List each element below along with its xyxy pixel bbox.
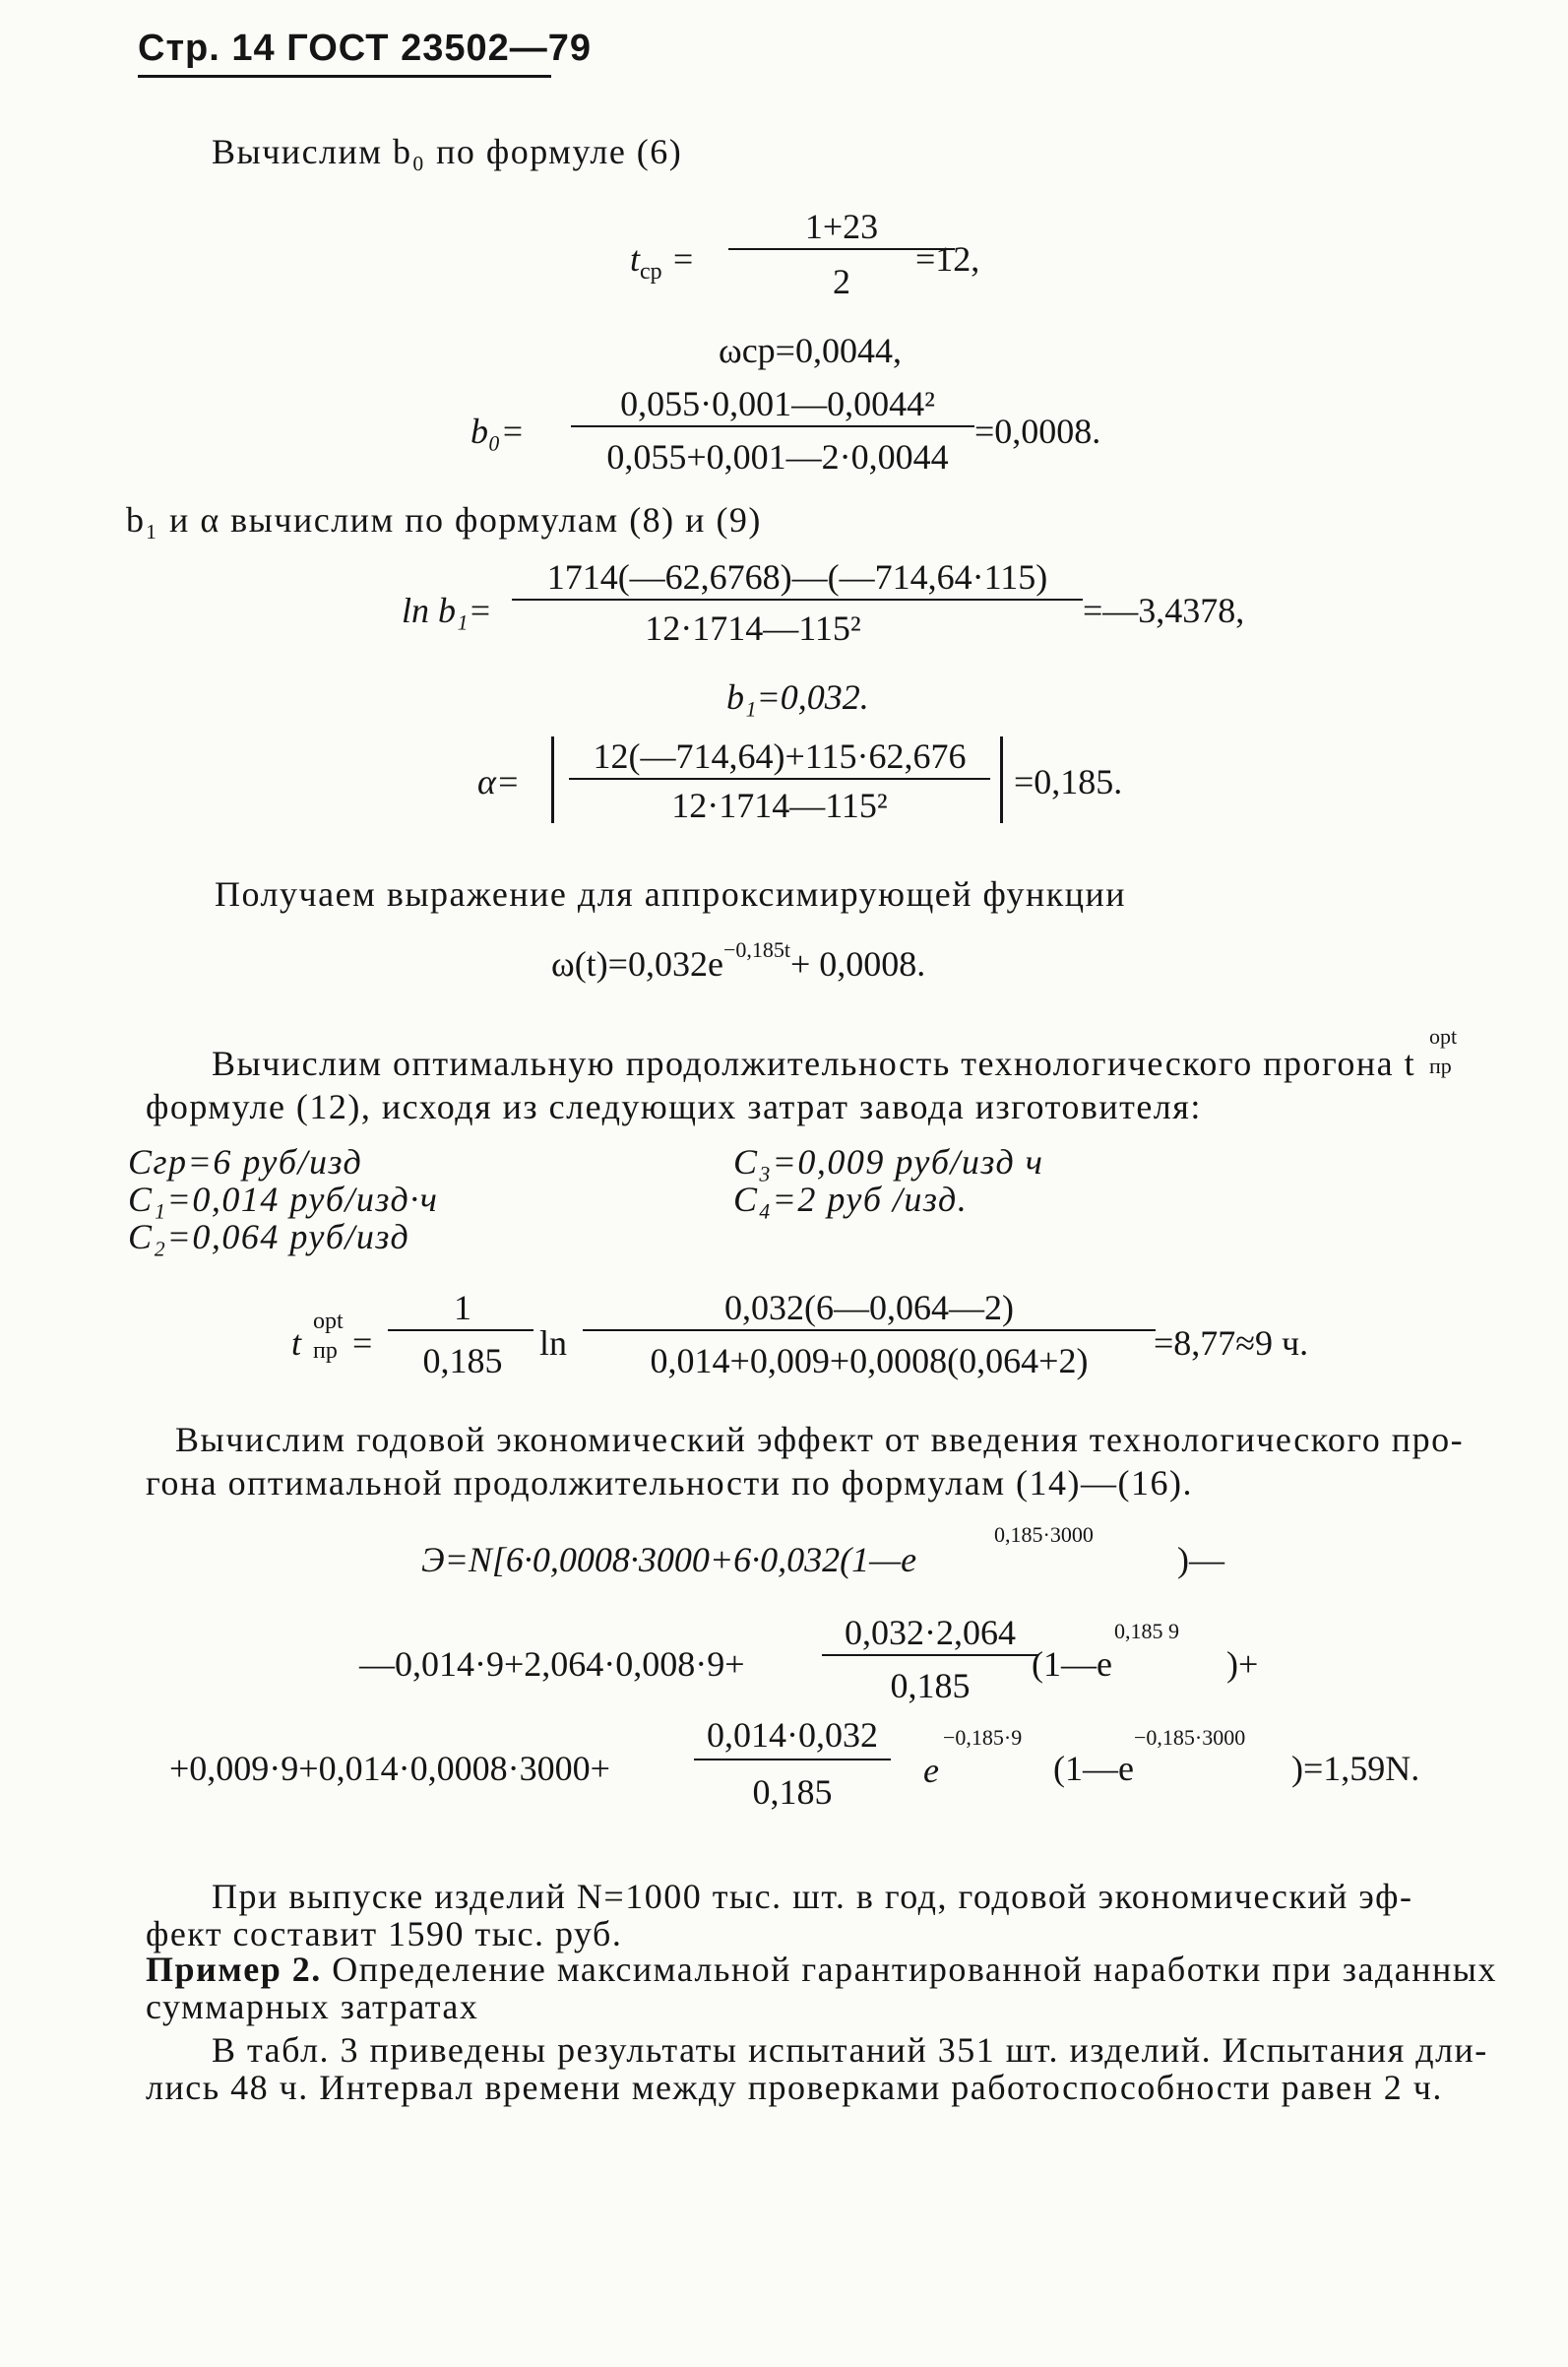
paragraph-effect-line1: Вычислим годовой экономический эффект от введения технологического про- — [175, 1420, 1465, 1459]
paragraph-b0-intro: Вычислим b₀ по формуле (6) — [212, 132, 683, 171]
paragraph-opt-line2: формуле (12), исходя из следующих затрат завода изготовителя: — [146, 1087, 1202, 1126]
eq-tcp-denominator: 2 — [833, 262, 850, 301]
paragraph-effect-line2: гона оптимальной продолжительности по формулам (14)—(16). — [146, 1463, 1193, 1503]
paragraph-tests-line2: лись 48 ч. Интервал времени между проверками работоспособности равен 2 ч. — [146, 2068, 1443, 2107]
paragraph-approx-intro: Получаем выражение для аппроксимирующей функции — [215, 874, 1127, 914]
p4-t-sup: opt — [1429, 1024, 1458, 1049]
paragraph-opt-line1: Вычислим оптимальную продолжительность технологического прогона t — [212, 1044, 1416, 1083]
eq-lnb1-numerator: 1714(—62,6768)—(—714,64·115) — [546, 557, 1048, 597]
paragraph-example2-line1: Пример 2. Определение максимальной гарантированной наработки при заданных — [146, 1950, 1497, 1989]
eq-E-line1: Э=N[6·0,0008·3000+6·0,032(1—e — [421, 1540, 917, 1579]
cost-c3: C₃=0,009 руб/изд ч — [733, 1142, 1044, 1182]
eq-b0-numerator: 0,055·0,001—0,0044² — [620, 384, 935, 423]
cost-c1: C₁=0,014 руб/изд·ч — [128, 1180, 439, 1219]
cost-c-gr: Cгр=6 руб/изд — [128, 1142, 363, 1182]
eq-alpha-abs-left — [551, 736, 554, 823]
paragraph-example2-line2: суммарных затратах — [146, 1987, 479, 2026]
eq-topt-result: =8,77≈9 ч. — [1154, 1323, 1309, 1363]
eq-E-line3-main: +0,009·9+0,014·0,0008·3000+ — [169, 1749, 610, 1788]
eq-E-line2-fraction-bar — [822, 1654, 1038, 1656]
eq-E-line3-tail: )=1,59N. — [1291, 1749, 1420, 1788]
eq-lnb1-denominator: 12·1714—115² — [645, 608, 861, 648]
eq-E-line2-main: —0,014·9+2,064·0,008·9+ — [359, 1644, 745, 1684]
eq-topt-lhs-sup: opt — [313, 1309, 344, 1334]
eq-topt-num2: 0,032(6—0,064—2) — [724, 1288, 1014, 1327]
eq-b0-denominator: 0,055+0,001—2·0,0044 — [606, 437, 949, 477]
eq-topt-lhs-sub: пр — [313, 1338, 338, 1364]
eq-lnb1-lhs: ln b₁= — [402, 591, 492, 630]
eq-alpha-numerator: 12(—714,64)+115·62,676 — [593, 736, 967, 776]
eq-tcp-numerator: 1+23 — [804, 207, 879, 246]
eq-tcp-lhs: $t_{ср}$ = — [630, 239, 695, 286]
eq-E-line3-exp2: −0,185·3000 — [1134, 1725, 1246, 1750]
eq-E-line2-exp: 0,185 9 — [1114, 1619, 1179, 1643]
eq-E-line2-tail: )+ — [1226, 1644, 1259, 1684]
page-header: Стр. 14 ГОСТ 23502—79 — [138, 28, 593, 69]
p4-t-sub: пр — [1429, 1054, 1452, 1078]
cost-c2: C₂=0,064 руб/изд — [128, 1217, 410, 1256]
eq-E-line2-den: 0,185 — [890, 1666, 971, 1705]
eq-E-line3-e: e — [923, 1751, 939, 1790]
eq-lnb1-fraction-bar — [512, 599, 1083, 601]
paragraph-release-line1: При выпуске изделий N=1000 тыс. шт. в год, годовой экономический эф- — [212, 1877, 1413, 1916]
eq-topt-equals: = — [352, 1323, 373, 1363]
eq-E-line1-exp: 0,185·3000 — [994, 1522, 1094, 1547]
paragraph-tests-line1: В табл. 3 приведены результаты испытаний 351 шт. изделий. Испытания дли- — [212, 2030, 1488, 2070]
eq-wcp: ωср=0,0044, — [719, 331, 902, 370]
eq-E-line1-tail: )— — [1177, 1540, 1224, 1579]
eq-topt-lhs: t — [291, 1323, 302, 1363]
eq-E-line2-num: 0,032·2,064 — [845, 1613, 1016, 1652]
eq-topt-den2: 0,014+0,009+0,0008(0,064+2) — [650, 1341, 1089, 1380]
eq-b0-lhs: b₀= — [470, 412, 525, 451]
example2-label: Пример 2. — [146, 1950, 322, 1989]
eq-alpha-lhs: α= — [477, 762, 521, 801]
paragraph-b1-alpha-intro: b₁ и α вычислим по формулам (8) и (9) — [126, 500, 762, 540]
eq-b0-result: =0,0008. — [974, 412, 1101, 451]
eq-topt-den1: 0,185 — [422, 1341, 503, 1380]
eq-alpha-abs-right — [1000, 736, 1003, 823]
eq-E-line3-fraction-bar — [694, 1759, 891, 1760]
eq-topt-fraction-bar-2 — [583, 1329, 1156, 1331]
eq-E-line3-exp1: −0,185·9 — [943, 1725, 1023, 1750]
eq-b0-fraction-bar — [571, 425, 974, 427]
eq-b1: b₁=0,032. — [726, 677, 869, 717]
paragraph-release-line2: фект составит 1590 тыс. руб. — [146, 1914, 623, 1953]
eq-wt: $\omega(t)=0,032e^{-0,185t}+ 0,0008$. — [551, 937, 926, 984]
eq-topt-fraction-bar-1 — [388, 1329, 533, 1331]
eq-E-line3-num: 0,014·0,032 — [707, 1715, 878, 1755]
eq-alpha-fraction-bar — [569, 778, 990, 780]
eq-topt-num1: 1 — [454, 1288, 471, 1327]
eq-E-line3-mid: (1—e — [1053, 1749, 1134, 1788]
eq-alpha-denominator: 12·1714—115² — [671, 786, 888, 825]
eq-topt-ln: ln — [539, 1323, 568, 1363]
eq-alpha-result: =0,185. — [1014, 762, 1123, 801]
eq-E-line3-den: 0,185 — [752, 1772, 833, 1812]
header-rule — [138, 75, 551, 78]
eq-lnb1-result: =—3,4378, — [1083, 591, 1245, 630]
cost-c4: C₄=2 руб /изд. — [733, 1180, 969, 1219]
eq-E-line2-after: (1—e — [1032, 1644, 1112, 1684]
eq-tcp-result: =12, — [915, 239, 980, 279]
